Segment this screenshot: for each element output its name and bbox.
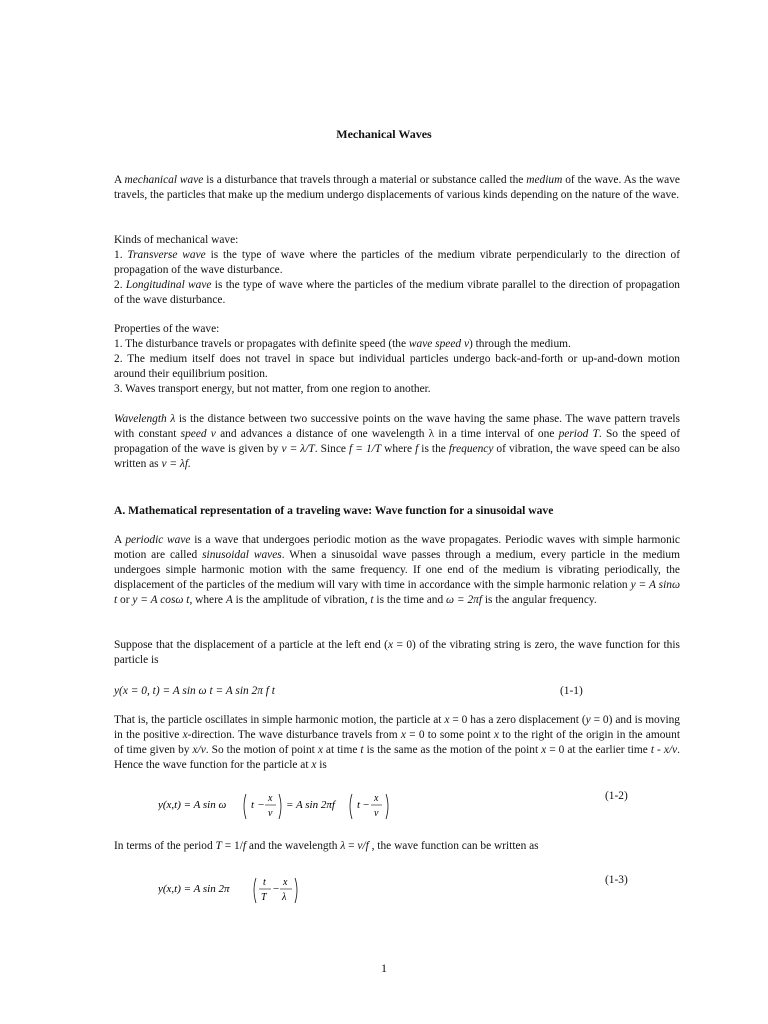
eq-1-3-lhs: y(x,t) = A sin 2π (158, 883, 230, 895)
eq-1-2-minus-2: − (363, 799, 370, 811)
section-a-heading: A. Mathematical representation of a traveling wave: Wave function for a sinusoidal wave (114, 504, 554, 517)
eq-1-3-den-2: λ (282, 892, 287, 903)
term-medium: medium (526, 174, 563, 186)
text: of the wave. As the wave travels, the particles that make up the medium undergo displacements of various kinds depending on the nature of the wave. (114, 174, 680, 201)
interms-paragraph: In terms of the period T = 1/f and the wavelength λ = v/f , the wave function can be written as (114, 840, 539, 852)
term-mechanical-wave: mechanical wave (124, 174, 204, 186)
term-longitudinal-wave: Longitudinal wave (125, 279, 212, 291)
kinds-item-2: 2. Longitudinal wave is the type of wave where the particles of the medium vibrate parallel to the direction of propagation of the wave disturbance. (114, 279, 680, 306)
text: A (114, 174, 125, 186)
kinds-section (114, 233, 680, 308)
page-number: 1 (381, 961, 387, 975)
eq-1-2-den: v (268, 808, 273, 819)
eq-1-3-num-1: t (263, 877, 266, 888)
eq-1-2-t: t (251, 799, 255, 811)
eq-1-3-num-2: x (283, 877, 288, 888)
eq-1-2-t2: t (357, 799, 361, 811)
properties-item-1: 1. The disturbance travels or propagates with definite speed (the wave speed v) through the medium. (114, 338, 571, 350)
properties-item-3: 3. Waves transport energy, but not matter, from one region to another. (114, 383, 431, 395)
properties-heading: Properties of the wave: (114, 323, 220, 335)
page-title: Mechanical Waves (336, 127, 432, 141)
eq-1-3-den-1: T (261, 892, 267, 903)
intro-paragraph (114, 173, 680, 203)
periodic-paragraph: A periodic wave is a wave that undergoes periodic motion as the wave propagates. Periodic waves with simple harmonic motion are called sinusoidal waves. When a sinusoidal wave passes through a medium, every particle in the medium undergoes simple harmonic motion with the same frequency. If one end of the medium is vibrating periodically, the displacement of the particles of the medium will vary with time in accordance with the simple harmonic relation y = A sinω t or y = A cosω t, where A is the amplitude of vibration, t is the time and ω = 2πf is the angular frequency. (114, 534, 680, 606)
thatis-paragraph: That is, the particle oscillates in simple harmonic motion, the particle at x = 0 has a zero displacement (y = 0) and is moving in the positive x-direction. The wave disturbance travels from x = 0 to some point x to the right of the origin in the amount of time given by x/v. So the motion of point x at time t is the same as the motion of the point x = 0 at the earlier time t - x/v. Hence the wave function for the particle at x is (114, 714, 680, 771)
kinds-item-1: 1. Transverse wave is the type of wave where the particles of the medium vibrate perpendicularly to the direction of propagation of the wave disturbance. (114, 249, 681, 276)
equation-1-3 (158, 870, 318, 910)
wavelength-paragraph: Wavelength λ is the distance between two successive points on the wave having the same phase. The wave pattern travels with constant speed v and advances a distance of one wavelength λ in a time interval of one period T. So the speed of propagation of the wave is given by v = λ/T. Since f = 1/T where f is the frequency of vibration, the wave speed can be also written as v = λf. (114, 413, 681, 470)
eq-1-2-den-2: v (374, 808, 379, 819)
term-wave-speed: wave speed v (408, 338, 469, 350)
equation-number-1-3: (1-3) (605, 874, 628, 886)
eq-1-2-minus: − (258, 799, 265, 811)
equation-number-1-2: (1-2) (605, 790, 628, 802)
term-periodic-wave: periodic wave (125, 534, 191, 546)
eq-1-2-mid: = A sin 2πf (286, 799, 335, 811)
equation-number-1-1: (1-1) (560, 685, 583, 697)
kinds-heading: Kinds of mechanical wave: (114, 234, 239, 246)
eq-1-2-num-2: x (374, 793, 379, 804)
paren-right (295, 878, 297, 903)
eq-1-2-num: x (268, 793, 273, 804)
paren-left (244, 794, 246, 819)
eq-1-2-lhs: y(x,t) = A sin ω (158, 799, 227, 811)
paren-right (279, 794, 281, 819)
term-wavelength: Wavelength λ (114, 413, 176, 425)
term-sinusoidal-waves: sinusoidal waves (202, 549, 282, 561)
paren-right-2 (386, 794, 388, 819)
paren-left-2 (350, 794, 352, 819)
suppose-paragraph: Suppose that the displacement of a particle at the left end (x = 0) of the vibrating string is zero, the wave function for this particle is (114, 639, 680, 666)
equation-1-1: y(x = 0, t) = A sin ω t = A sin 2π f t (114, 685, 275, 697)
properties-section (114, 322, 680, 397)
text: is a disturbance that travels through a material or substance called the (203, 174, 527, 186)
equation-1-2 (158, 786, 398, 826)
paren-left (254, 878, 256, 903)
properties-item-2: 2. The medium itself does not travel in space but individual particles undergo back-and-forth or up-and-down motion around their equilibrium position. (114, 353, 680, 380)
eq-1-3-minus: − (273, 883, 280, 895)
term-transverse-wave: Transverse wave (127, 249, 206, 261)
